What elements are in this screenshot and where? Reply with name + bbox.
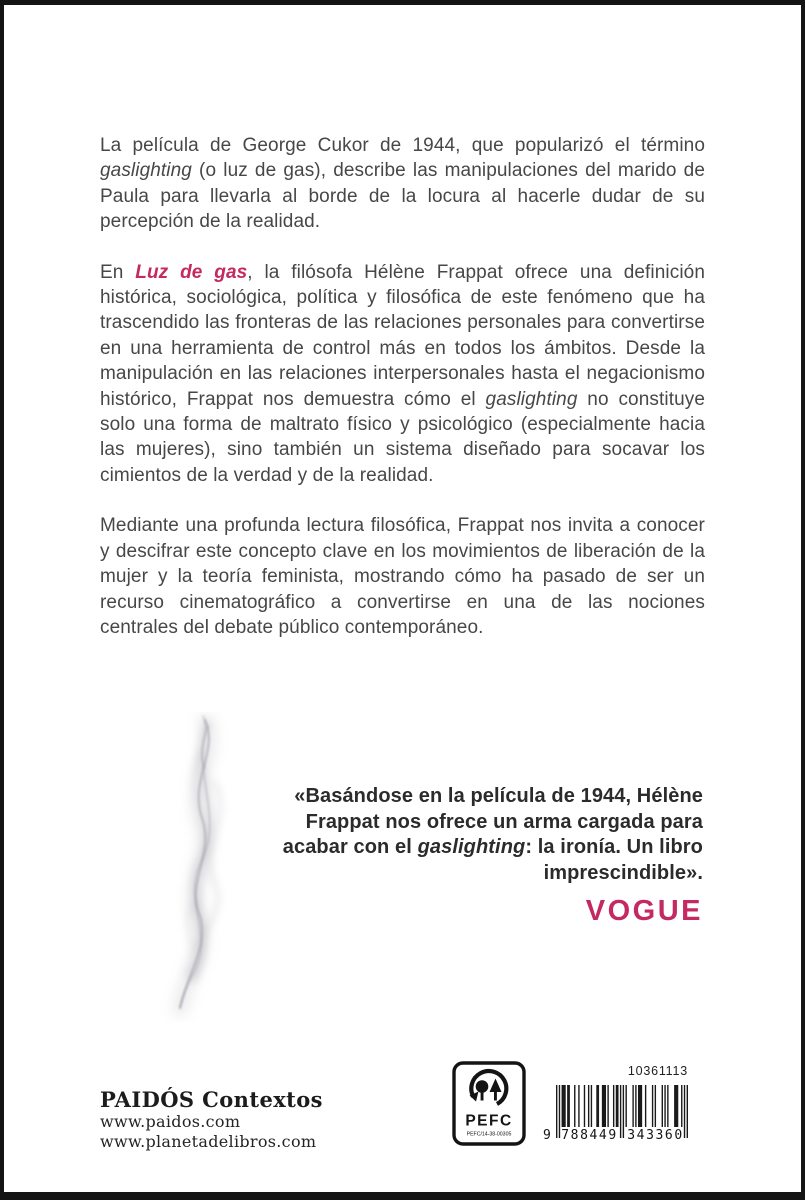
pefc-cert-number: PEFC/14-38-00305 bbox=[466, 1131, 512, 1138]
press-quote-block bbox=[258, 784, 703, 928]
text-segment: : la ironía. Un libro imprescindible». bbox=[525, 836, 703, 884]
blurb-section bbox=[100, 133, 705, 665]
publisher-url: www.paidos.com bbox=[100, 1112, 241, 1131]
smoke-image bbox=[145, 712, 245, 1022]
blurb-paragraph bbox=[100, 260, 705, 489]
isbn-digit-group: 343360 bbox=[627, 1128, 684, 1143]
imprint-name: PAIDÓS Contextos bbox=[100, 1087, 323, 1112]
italic-term: gaslighting bbox=[417, 836, 526, 859]
text-segment: (o luz de gas), describe las manipulaciones del marido de Paula para llevarla al borde de la locura al hacerle dudar de su percepción de la realidad. bbox=[100, 160, 705, 233]
publisher-url: www.planetadelibros.com bbox=[100, 1132, 317, 1151]
barcode-top-number: 10361113 bbox=[627, 1064, 688, 1078]
pefc-logo bbox=[452, 1061, 526, 1146]
press-quote-text bbox=[258, 784, 703, 886]
italic-term: gaslighting bbox=[100, 160, 192, 182]
isbn-digit-group: 9 bbox=[543, 1128, 551, 1143]
text-segment: La película de George Cukor de 1944, que popularizó el término bbox=[100, 135, 705, 156]
text-segment: Mediante una profunda lectura filosófica, Frappat nos invita a conocer y descifrar este concepto clave en los movimientos de liberación de la mujer y la teoría feminista, mostrando cómo ha pasado de ser un recurso cinematográfico a convertirse en una de las nociones centrales del debate público contemporáneo. bbox=[100, 515, 705, 638]
italic-term: gaslighting bbox=[485, 388, 578, 410]
text-segment: En bbox=[100, 261, 136, 283]
blurb-paragraph bbox=[100, 513, 705, 640]
publisher-urls bbox=[100, 1112, 316, 1152]
blurb-paragraph bbox=[100, 133, 705, 235]
pefc-label: PEFC bbox=[465, 1112, 513, 1130]
press-quote-source: VOGUE bbox=[585, 895, 703, 928]
book-title-inline: Luz de gas bbox=[135, 261, 248, 283]
isbn-digit-group: 788449 bbox=[561, 1128, 618, 1143]
text-segment: no constituye solo una forma de maltrato físico y psicológico (especialmente hacia las mujeres), sino también un sistema diseñado para socavar los cimientos de la verdad y de la realidad. bbox=[100, 388, 706, 486]
text-segment: , la filósofa Hélène Frappat ofrece una definición histórica, sociológica, política y filosófica de este fenómeno que ha trascendido las fronteras de las relaciones personales para convertirse en una herramienta de control más en todos los ámbitos. Desde la manipulación en las relaciones interpersonales hasta el negacionismo histórico, Frappat nos demuestra cómo el bbox=[100, 261, 705, 410]
barcode-block bbox=[542, 1064, 690, 1149]
text-segment: «Basándose en la película de 1944, Hélène Frappat nos ofrece un arma cargada para acabar con el bbox=[282, 785, 703, 859]
